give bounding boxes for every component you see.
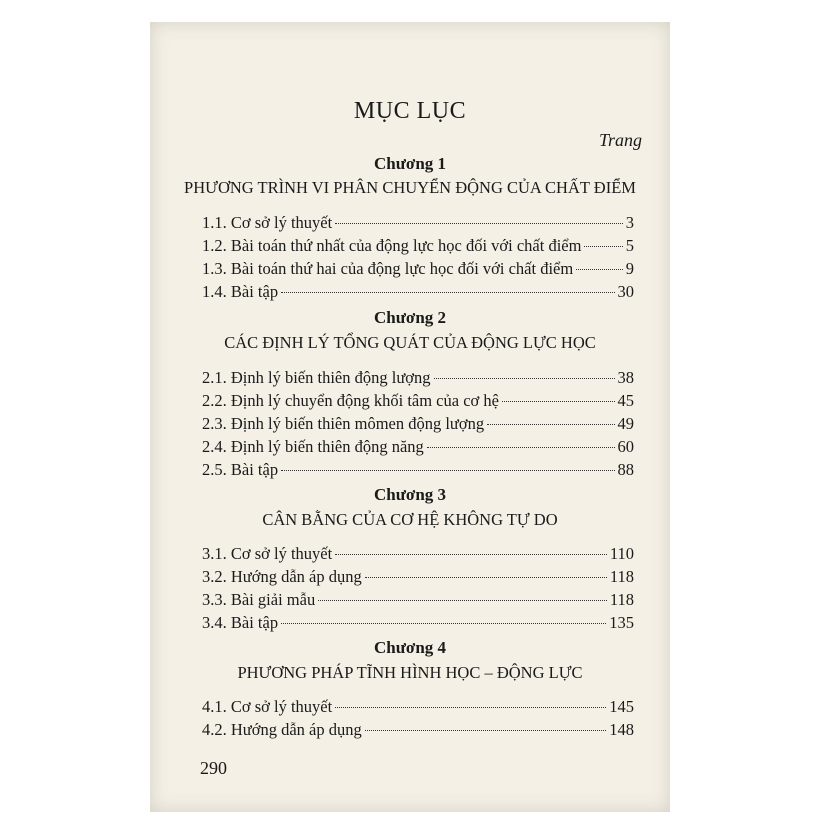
dot-leader (335, 223, 623, 224)
dot-leader (487, 424, 614, 425)
chapter-1-label: Chương 1 (373, 154, 447, 173)
chapter-4-title: PHƯƠNG PHÁP TĨNH HÌNH HỌC – ĐỘNG LỰC (237, 663, 583, 682)
chapter-3-title: CÂN BẰNG CỦA CƠ HỆ KHÔNG TỰ DO (262, 510, 558, 529)
page-number: 290 (200, 758, 227, 778)
toc-entry-4-1[interactable]: 4.1. Cơ sở lý thuyết 145 (202, 697, 634, 716)
toc-entry-2-3[interactable]: 2.3. Định lý biến thiên mômen động lượng 49 (202, 414, 634, 433)
toc-entry-4-2[interactable]: 4.2. Hướng dẫn áp dụng 148 (202, 720, 634, 739)
toc-entry-3-2[interactable]: 3.2. Hướng dẫn áp dụng 118 (202, 567, 634, 586)
chapter-2-title: CÁC ĐỊNH LÝ TỔNG QUÁT CỦA ĐỘNG LỰC HỌC (224, 333, 596, 352)
dot-leader (365, 730, 607, 731)
dot-leader (281, 623, 606, 624)
dot-leader (427, 447, 615, 448)
toc-entry-3-3[interactable]: 3.3. Bài giải mẫu 118 (202, 590, 634, 609)
chapter-3-label: Chương 3 (373, 485, 447, 504)
toc-entry-2-4[interactable]: 2.4. Định lý biến thiên động năng 60 (202, 437, 634, 456)
toc-entry-2-1[interactable]: 2.1. Định lý biến thiên động lượng 38 (202, 368, 634, 387)
toc-entry-2-5[interactable]: 2.5. Bài tập 88 (202, 460, 634, 479)
chapter-2-label: Chương 2 (373, 308, 447, 327)
toc-entry-1-1[interactable]: 1.1. Cơ sở lý thuyết 3 (202, 213, 634, 232)
dot-leader (584, 246, 622, 247)
chapter-1-title: PHƯƠNG TRÌNH VI PHÂN CHUYỂN ĐỘNG CỦA CHẤT ĐIỂM (184, 178, 636, 197)
book-page (150, 22, 670, 812)
dot-leader (335, 707, 606, 708)
dot-leader (335, 554, 607, 555)
toc-entry-3-4[interactable]: 3.4. Bài tập 135 (202, 613, 634, 632)
toc-entry-1-4[interactable]: 1.4. Bài tập 30 (202, 282, 634, 301)
dot-leader (502, 401, 615, 402)
dot-leader (281, 470, 614, 471)
dot-leader (576, 269, 623, 270)
dot-leader (281, 292, 614, 293)
chapter-4-label: Chương 4 (373, 638, 447, 657)
toc-entry-1-2[interactable]: 1.2. Bài toán thứ nhất của động lực học đối với chất điểm 5 (202, 236, 634, 255)
page-title: MỤC LỤC (353, 98, 467, 124)
toc-entry-1-3[interactable]: 1.3. Bài toán thứ hai của động lực học đối với chất điểm 9 (202, 259, 634, 278)
toc-entry-3-1[interactable]: 3.1. Cơ sở lý thuyết 110 (202, 544, 634, 563)
toc-entry-2-2[interactable]: 2.2. Định lý chuyển động khối tâm của cơ hệ 45 (202, 391, 634, 410)
dot-leader (434, 378, 615, 379)
dot-leader (318, 600, 607, 601)
dot-leader (365, 577, 607, 578)
page-column-label: Trang (598, 130, 642, 150)
